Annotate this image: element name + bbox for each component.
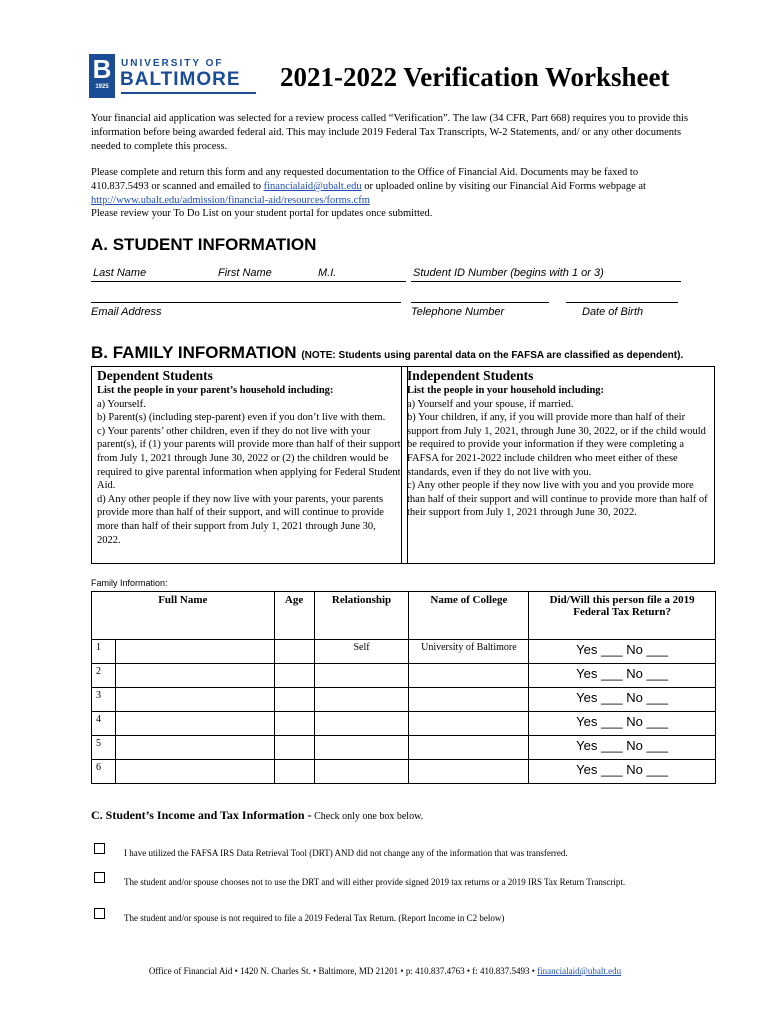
table-header-row (92, 592, 716, 640)
relationship-cell[interactable] (314, 712, 409, 736)
intro-text-a: Please complete and return this form and any requested documentation to the Office of Financial Aid. Documents may be faxed to 410.837.5493 or scanned and emailed to (91, 167, 639, 192)
col-full-name: Full Name (92, 592, 275, 640)
age-cell[interactable] (274, 712, 314, 736)
table-row (92, 712, 716, 736)
intro-paragraph-1: Your financial aid application was selected for a review process called “Verification”. The law (34 CFR, Part 668) requires you to provide this information before being awarded federal aid. This may include 2019 Federal Tax Transcripts, W-2 Statements, and/ or any other documents needed to complete this process. (91, 113, 689, 152)
logo-line-2: BALTIMORE (120, 69, 241, 90)
section-b-heading (91, 343, 683, 363)
email-field[interactable] (91, 302, 401, 303)
drt-option-text: I have utilized the FAFSA IRS Data Retrieval Tool (DRT) AND did not change any of the information that was transferred. (124, 848, 568, 858)
email-label: Email Address (91, 306, 162, 318)
full-name-cell[interactable] (115, 640, 274, 664)
table-row (92, 664, 716, 688)
tax-return-cell[interactable]: Yes ___ No ___ (529, 664, 716, 688)
intro-paragraph-3: Please review your To Do List on your student portal for updates once submitted. (91, 208, 433, 219)
college-cell[interactable] (409, 712, 529, 736)
age-cell[interactable] (274, 640, 314, 664)
row-number: 1 (92, 640, 116, 664)
page-footer (0, 966, 770, 976)
dependent-item-d: d) Any other people if they now live with your parents, your parents provide more than half of their support, and will continue to provide more than half of their support from July 1, 2021 through June 30, 2022. (97, 493, 384, 546)
footer-email-link[interactable]: financialaid@ubalt.edu (537, 966, 622, 976)
logo-letter: B (92, 54, 112, 84)
independent-item-a: a) Yourself and your spouse, if married. (407, 398, 574, 410)
age-cell[interactable] (274, 664, 314, 688)
dependent-item-b: b) Parent(s) (including step-parent) even if you don’t live with them. (97, 412, 386, 424)
col-college: Name of College (409, 592, 529, 640)
col-age: Age (274, 592, 314, 640)
dependent-item-a: a) Yourself. (97, 398, 146, 410)
row-number: 4 (92, 712, 116, 736)
relationship-cell[interactable] (314, 688, 409, 712)
intro-paragraph-2 (91, 166, 691, 208)
college-cell[interactable]: University of Baltimore (409, 640, 529, 664)
tax-return-cell[interactable]: Yes ___ No ___ (529, 712, 716, 736)
intro-text-b: or uploaded online by visiting our Financial Aid Forms webpage at (361, 181, 646, 192)
full-name-cell[interactable] (115, 760, 274, 784)
logo-mark (89, 54, 115, 98)
dependent-content (97, 368, 402, 547)
tax-return-cell[interactable]: Yes ___ No ___ (529, 736, 716, 760)
full-name-cell[interactable] (115, 688, 274, 712)
col-tax-return: Did/Will this person file a 2019 Federal Tax Return? (529, 592, 716, 640)
row-number: 6 (92, 760, 116, 784)
logo-rule (121, 92, 256, 94)
table-row (92, 688, 716, 712)
tax-return-cell[interactable]: Yes ___ No ___ (529, 688, 716, 712)
last-name-label: Last Name (93, 267, 147, 279)
section-c-heading (91, 808, 423, 823)
full-name-cell[interactable] (115, 712, 274, 736)
college-cell[interactable] (409, 736, 529, 760)
dependent-item-c: c) Your parents’ other children, even if they do not live with your parent(s), if (1) your parents will provide more than half of their support from July 1, 2021 through June 30, 2022 or (2) the children would be required to give parental information when applying for Federal Student Aid. (97, 425, 401, 492)
tax-return-option-text: The student and/or spouse chooses not to use the DRT and will either provide signed 2019 tax returns or a 2019 IRS Tax Return Transcript. (124, 877, 626, 887)
mi-label: M.I. (318, 267, 337, 279)
forms-webpage-link[interactable]: http://www.ubalt.edu/admission/financial-aid/resources/forms.cfm (91, 195, 370, 206)
dob-field[interactable] (566, 302, 678, 303)
financial-aid-email-link[interactable]: financialaid@ubalt.edu (263, 181, 362, 192)
age-cell[interactable] (274, 688, 314, 712)
col-relationship: Relationship (314, 592, 409, 640)
logo-year: 1925 (95, 84, 109, 90)
age-cell[interactable] (274, 736, 314, 760)
age-cell[interactable] (274, 760, 314, 784)
logo-line-1: UNIVERSITY OF (121, 58, 224, 69)
independent-item-b: b) Your children, if any, if you will provide more than half of their support from July 1, 2021, through June 30, 2022, or if the child would be required to provide your information if they were completing a FAFSA for 2021-2022 include children who meet either of these standards, even if they do not live with you. (407, 412, 706, 478)
table-row (92, 640, 716, 664)
not-required-option-text: The student and/or spouse is not required to file a 2019 Federal Tax Return. (Report Income in C2 below) (124, 913, 505, 923)
relationship-cell[interactable]: Self (314, 640, 409, 664)
telephone-label: Telephone Number (411, 306, 505, 318)
section-a-heading: A. STUDENT INFORMATION (91, 235, 317, 254)
tax-return-cell[interactable]: Yes ___ No ___ (529, 760, 716, 784)
full-name-cell[interactable] (115, 664, 274, 688)
college-cell[interactable] (409, 688, 529, 712)
independent-item-c: c) Any other people if they now live with you and you provide more than half of their support and will continue to provide more than half of their support from July 1, 2021 through June 30, 2022. (407, 480, 708, 519)
telephone-field[interactable] (411, 302, 549, 303)
independent-content (407, 368, 709, 520)
dependent-subtitle: List the people in your parent’s household including: (97, 385, 334, 396)
independent-subtitle: List the people in your household including: (407, 385, 605, 396)
family-information-table (91, 591, 716, 784)
row-number: 5 (92, 736, 116, 760)
family-table-caption: Family Information: (91, 578, 168, 588)
section-b-note: (NOTE: Students using parental data on the FAFSA are classified as dependent). (301, 350, 684, 361)
table-row (92, 736, 716, 760)
row-number: 2 (92, 664, 116, 688)
relationship-cell[interactable] (314, 664, 409, 688)
college-cell[interactable] (409, 760, 529, 784)
drt-checkbox[interactable] (94, 843, 105, 854)
college-cell[interactable] (409, 664, 529, 688)
dob-label: Date of Birth (582, 306, 644, 318)
first-name-label: First Name (218, 267, 272, 279)
section-c-instruction: Check only one box below. (311, 811, 424, 822)
tax-return-cell[interactable]: Yes ___ No ___ (529, 640, 716, 664)
section-c-title: C. Student’s Income and Tax Information - (91, 808, 312, 822)
section-b-title: B. FAMILY INFORMATION (91, 343, 297, 362)
footer-contact: Office of Financial Aid • 1420 N. Charles St. • Baltimore, MD 21201 • p: 410.837.4763 • f: 410.837.5493 • (148, 966, 538, 976)
relationship-cell[interactable] (314, 736, 409, 760)
tax-return-checkbox[interactable] (94, 872, 105, 883)
row-number: 3 (92, 688, 116, 712)
full-name-cell[interactable] (115, 736, 274, 760)
name-field[interactable] (91, 281, 406, 282)
page-title: 2021-2022 Verification Worksheet (280, 62, 670, 92)
table-row (92, 760, 716, 784)
not-required-checkbox[interactable] (94, 908, 105, 919)
dependent-title: Dependent Students (97, 368, 213, 383)
relationship-cell[interactable] (314, 760, 409, 784)
independent-title: Independent Students (407, 368, 534, 383)
student-id-field[interactable] (411, 281, 681, 282)
student-id-label: Student ID Number (begins with 1 or 3) (413, 267, 604, 279)
